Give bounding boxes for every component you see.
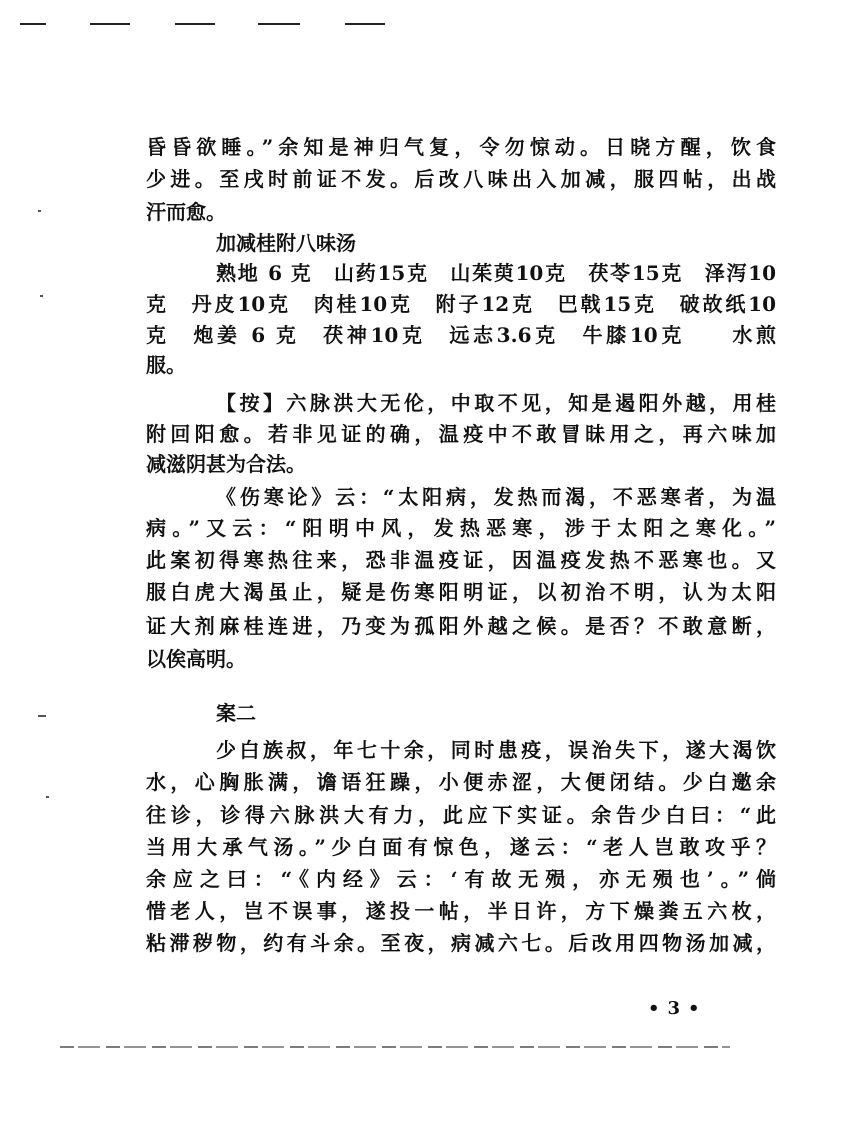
text-line: 惜老人，岂不误事，遂投一帖，半日许，方下燥粪五六枚， xyxy=(146,899,776,923)
rule-dash xyxy=(175,23,215,25)
section-heading: 案二 xyxy=(216,701,256,725)
text-line: 服白虎大渴虽止，疑是伤寒阳明证，以初治不明，认为太阳 xyxy=(146,580,776,604)
scan-speck xyxy=(38,715,46,717)
text-line: 减滋阴甚为合法。 xyxy=(146,452,306,476)
page-number: •3• xyxy=(648,998,708,1019)
text-line: 此案初得寒热往来，恐非温疫证，因温疫发热不恶寒也。又 xyxy=(146,548,776,572)
text-line: 余应之曰：“《内经》云：‘有故无殒，亦无殒也’。”倘 xyxy=(146,867,776,891)
formula-title: 加减桂附八味汤 xyxy=(216,231,356,255)
text-line: 【按】六脉洪大无伦，中取不见，知是遏阳外越，用桂 xyxy=(216,391,776,415)
scan-speck xyxy=(46,796,49,798)
formula-line: 克 丹皮10克 肉桂10克 附子12克 巴戟15克 破故纸10 xyxy=(146,292,776,316)
rule-dash xyxy=(345,23,385,25)
rule-dash xyxy=(258,23,300,25)
scan-speck xyxy=(40,295,43,297)
text-line: 病。”又云：“阳明中风，发热恶寒，涉于太阳之寒化。” xyxy=(146,516,776,540)
text-line: 少白族叔，年七十余，同时患疫，误治失下，遂大渴饮 xyxy=(216,738,776,762)
text-line: 《伤寒论》云：“太阳病，发热而渴，不恶寒者，为温 xyxy=(216,485,776,509)
text-line: 少进。至戌时前证不发。后改八味出入加减，服四帖，出战 xyxy=(146,167,776,191)
text-line: 昏昏欲睡。”余知是神归气复，令勿惊动。日晓方醒，饮食 xyxy=(146,135,776,159)
formula-line: 熟地 6 克 山药15克 山茱萸10克 茯苓15克 泽泻10 xyxy=(216,261,776,285)
bottom-scan-artifact xyxy=(60,1046,730,1048)
rule-dash xyxy=(90,23,130,25)
scan-speck xyxy=(38,210,41,212)
text-line: 证大剂麻桂连进，乃变为孤阳外越之候。是否？不敢意断， xyxy=(146,614,776,638)
page-number-value: 3 xyxy=(667,998,689,1019)
text-line: 以俟高明。 xyxy=(146,647,246,671)
text-line: 当用大承气汤。”少白面有惊色，遂云：“老人岂敢攻乎？ xyxy=(146,835,776,859)
text-line: 附回阳愈。若非见证的确，温疫中不敢冒昧用之，再六味加 xyxy=(146,422,776,446)
rule-dash xyxy=(20,23,46,25)
formula-line: 克 炮姜 6 克 茯神10克 远志3.6克 牛膝10克 水煎 xyxy=(146,323,776,347)
formula-line: 服。 xyxy=(146,353,186,377)
text-line: 汗而愈。 xyxy=(146,200,226,224)
text-line: 水，心胸胀满，谵语狂躁，小便赤涩，大便闭结。少白邀余 xyxy=(146,770,776,794)
text-line: 粘滞秽物，约有斗余。至夜，病减六七。后改用四物汤加减， xyxy=(146,931,776,955)
text-line: 往诊，诊得六脉洪大有力，此应下实证。余告少白曰：“此 xyxy=(146,803,776,827)
